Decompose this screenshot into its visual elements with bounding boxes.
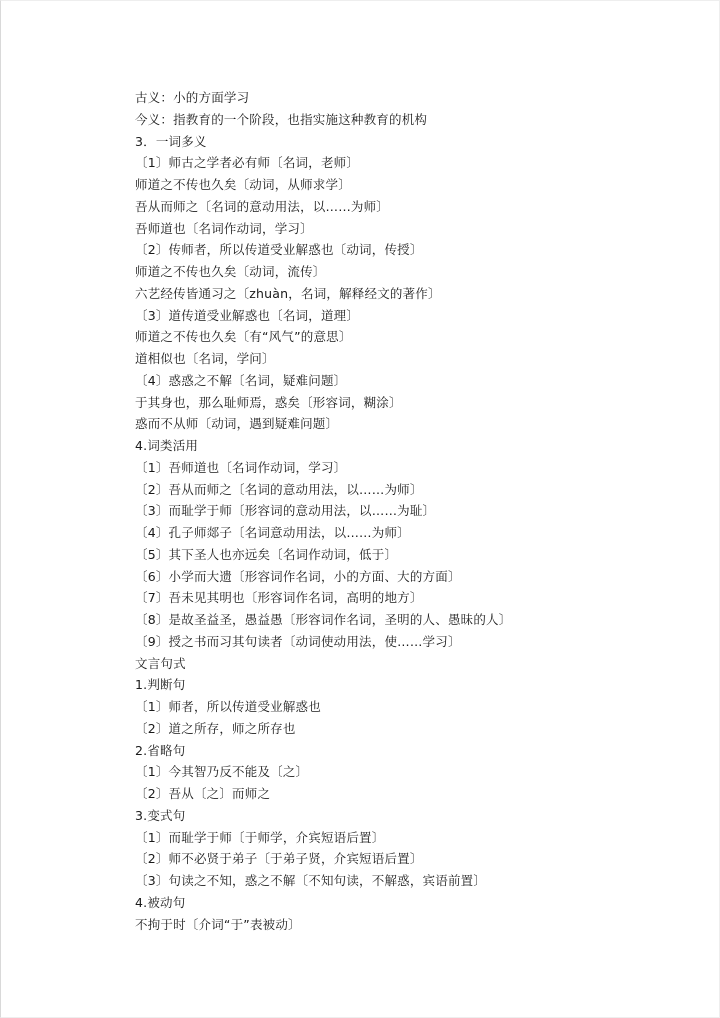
- section-heading: 1.判断句: [135, 677, 186, 693]
- text-line: 〔2〕吾从〔之〕而师之: [135, 786, 271, 801]
- text-line: 师道之不传也久矣〔动词，流传〕: [135, 264, 326, 279]
- text-line: 吾师道也〔名词作动词，学习〕: [135, 220, 313, 236]
- text-line: 师道之不传也久矣〔动词，从师求学〕: [135, 177, 351, 192]
- text-line: 〔6〕小学而大遗〔形容词作名词，小的方面、大的方面〕: [135, 568, 461, 584]
- text-line: 六艺经传皆通习之〔zhuàn，名词，解释经文的著作〕: [135, 285, 441, 301]
- text-line: 古义：小的方面学习: [135, 90, 250, 105]
- text-line: 〔8〕是故圣益圣，愚益愚〔形容词作名词，圣明的人、愚昧的人〕: [135, 612, 512, 627]
- section-heading: 4.词类活用: [135, 438, 199, 453]
- text-line: 〔9〕授之书而习其句读者〔动词使动用法，使……学习〕: [135, 633, 461, 649]
- section-heading: 3.变式句: [135, 807, 186, 823]
- text-line: 〔2〕道之所存，师之所存也: [135, 720, 296, 736]
- text-line: 〔2〕传师者，所以传道受业解惑也〔动词，传授〕: [135, 242, 423, 258]
- text-line: 〔1〕今其智乃反不能及〔之〕: [135, 764, 309, 780]
- text-line: 〔2〕吾从而师之〔名词的意动用法，以……为师〕: [135, 481, 423, 497]
- text-line: 〔1〕而耻学于师〔于师学，介宾短语后置〕: [135, 829, 385, 845]
- text-line: 师道之不传也久矣〔有“风气”的意思〕: [135, 329, 352, 345]
- text-line: 〔4〕惑惑之不解〔名词，疑难问题〕: [135, 372, 347, 388]
- text-line: 〔7〕吾未见其明也〔形容词作名词，高明的地方〕: [135, 590, 423, 606]
- text-line: 于其身也，那么耻师焉，惑矣〔形容词，糊涂〕: [135, 394, 402, 410]
- text-line: 今义：指教育的一个阶段，也指实施这种教育的机构: [135, 111, 428, 127]
- section-heading: 3．一词多义: [135, 133, 207, 149]
- text-line: 道相似也〔名词，学问〕: [135, 351, 275, 366]
- text-line: 〔2〕师不必贤于弟子〔于弟子贤，介宾短语后置〕: [135, 851, 423, 867]
- text-line: 〔3〕道传道受业解惑也〔名词，道理〕: [135, 307, 360, 323]
- text-line: 〔1〕师古之学者必有师〔名词，老师〕: [135, 155, 360, 171]
- text-line: 惑而不从师〔动词，遇到疑难问题〕: [135, 416, 339, 432]
- text-line: 〔1〕吾师道也〔名词作动词，学习〕: [135, 459, 347, 475]
- text-line: 〔3〕而耻学于师〔形容词的意动用法，以……为耻〕: [135, 503, 436, 519]
- text-line: 不拘于时〔介词“于”表被动〕: [135, 916, 301, 932]
- section-heading: 文言句式: [135, 655, 186, 671]
- text-line: 〔3〕句读之不知，惑之不解〔不知句读，不解惑，宾语前置〕: [135, 873, 487, 888]
- text-line: 吾从而师之〔名词的意动用法，以……为师〕: [135, 198, 390, 214]
- section-heading: 4.被动句: [135, 894, 186, 910]
- document-body: [135, 87, 695, 935]
- text-line: 〔1〕师者，所以传道受业解惑也: [135, 699, 321, 714]
- text-line: 〔4〕孔子师郯子〔名词意动用法，以……为师〕: [135, 525, 410, 540]
- text-line: 〔5〕其下圣人也亦远矣〔名词作动词，低于〕: [135, 546, 398, 562]
- section-heading: 2.省略句: [135, 742, 186, 758]
